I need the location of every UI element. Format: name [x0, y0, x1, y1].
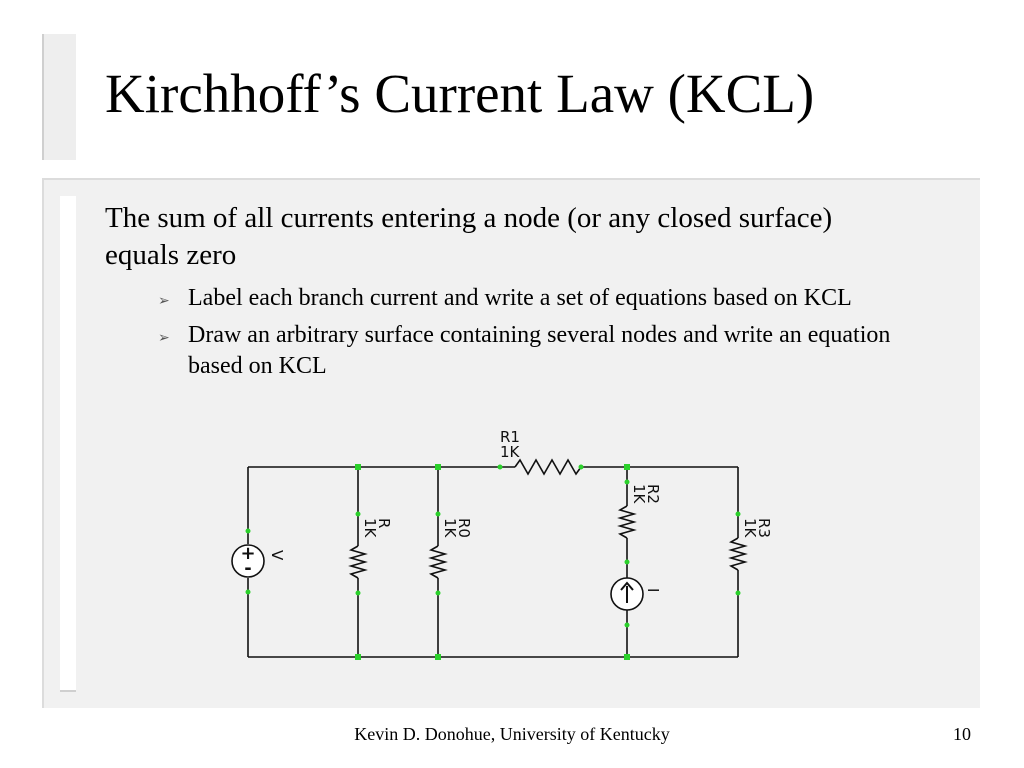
pin-markers [246, 465, 741, 628]
v-ref-label: V [268, 550, 286, 561]
r3-value-label: 1K [741, 518, 759, 538]
body-text: The sum of all currents entering a node (or any closed surface) equals zero [105, 202, 833, 271]
arrow-bullet-icon: ➢ [158, 331, 170, 346]
r-ref-label: R [375, 518, 393, 529]
voltage-source-plus: + [240, 543, 256, 564]
r1-value-label: 1K [500, 443, 520, 461]
r0-ref-label: R0 [455, 518, 473, 538]
resistor-r2-symbol [620, 506, 634, 538]
r2-value-label: 1K [630, 484, 648, 504]
content-accent-bar [60, 196, 76, 692]
title-accent-bar [42, 34, 76, 160]
resistor-r3-symbol [731, 538, 745, 570]
circuit-wires [248, 467, 738, 657]
voltage-source-minus: - [244, 558, 252, 579]
resistor-r0-symbol [431, 546, 445, 578]
i-ref-label: I [644, 588, 662, 593]
current-source-symbol [611, 578, 643, 610]
r0-value-label: 1K [441, 518, 459, 538]
bullet-item [158, 283, 918, 314]
footer-author: Kevin D. Donohue, University of Kentucky [354, 724, 670, 744]
bullet-text: Draw an arbitrary surface containing several nodes and write an equation based on KCL [188, 322, 891, 379]
r-value-label: 1K [361, 518, 379, 538]
bullet-text: Label each branch current and write a set of equations based on KCL [188, 285, 852, 311]
r2-ref-label: R2 [644, 484, 662, 504]
bullet-item [158, 320, 918, 382]
arrow-bullet-icon: ➢ [158, 294, 170, 309]
r1-ref-label: R1 [500, 428, 520, 446]
bullet-list [158, 283, 918, 388]
voltage-source-symbol [232, 543, 264, 579]
page-number: 10 [953, 724, 971, 744]
node-markers [355, 464, 630, 660]
slide-title: Kirchhoff’s Current Law (KCL) [105, 63, 815, 124]
resistor-r1-symbol [515, 460, 581, 474]
resistor-r-symbol [351, 546, 365, 578]
circuit-diagram [210, 420, 800, 670]
r3-ref-label: R3 [755, 518, 773, 538]
